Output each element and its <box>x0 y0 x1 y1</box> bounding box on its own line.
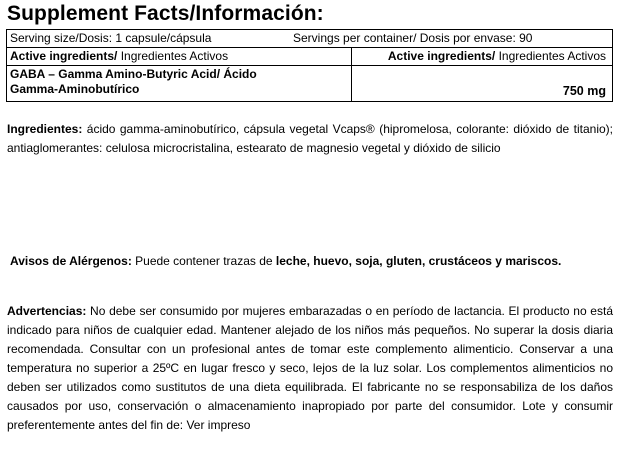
ingredient-name-line2: Gamma-Aminobutírico <box>10 82 140 96</box>
serving-size: Serving size/Dosis: 1 capsule/cápsula <box>10 31 212 45</box>
page-title: Supplement Facts/Información: <box>7 2 324 25</box>
header-right-rest: Ingredientes Activos <box>495 49 606 63</box>
advertencias-paragraph <box>7 302 613 435</box>
alergenos-list: leche, huevo, soja, gluten, crustáceos y mariscos. <box>275 254 562 268</box>
header-cell-right <box>352 48 612 65</box>
ingredientes-paragraph <box>7 120 613 158</box>
alergenos-paragraph <box>10 252 613 271</box>
serving-row <box>7 30 612 48</box>
ingredientes-text: ácido gamma-aminobutírico, cápsula vegetal Vcaps® (hipromelosa, colorante: dióxido de titanio); antiaglomerantes: celulosa microcristalina, estearato de magnesio vegetal y dióxido de silicio <box>7 122 613 155</box>
header-cell-left <box>7 48 352 65</box>
ingredient-name-cell <box>7 66 352 102</box>
ingredientes-label: Ingredientes: <box>7 122 83 136</box>
ingredient-amount-cell <box>352 66 612 102</box>
alergenos-label: Avisos de Alérgenos: <box>10 254 132 268</box>
alergenos-text: Puede contener trazas de <box>131 254 276 268</box>
header-left-bold: Active ingredients/ <box>10 49 118 63</box>
advertencias-text: No debe ser consumido por mujeres embarazadas o en período de lactancia. El producto no está indicado para niños de cualquier edad. Mantener alejado de los niños más pequeños. No superar la dosis diaria recomendada. Consultar con un profesional antes de tomar este complemento alimenticio. Conservar a una temperatura no superior a 25ºC en lugar fresco y seco, lejos de la luz solar. Los complementos alimenticios no deben ser utilizados como sustitutos de una dieta equilibrada. El fabricante no se responsabiliza de los daños causados por uso, conservación o almacenamiento inapropiado por parte del consumidor. Lote y consumir preferentemente antes del fin de: Ver impreso <box>7 304 613 432</box>
supplement-facts-table <box>6 29 613 102</box>
header-right-bold: Active ingredients/ <box>387 49 496 63</box>
advertencias-label: Advertencias: <box>7 304 87 318</box>
servings-per-container: Servings per container/ Dosis por envase: 90 <box>293 31 533 45</box>
ingredient-name-line1: GABA – Gamma Amino-Butyric Acid/ Ácido <box>10 67 257 81</box>
header-left-rest: Ingredientes Activos <box>117 49 229 63</box>
ingredient-amount: 750 mg <box>562 84 606 98</box>
ingredient-row <box>7 66 612 102</box>
header-row <box>7 48 612 66</box>
